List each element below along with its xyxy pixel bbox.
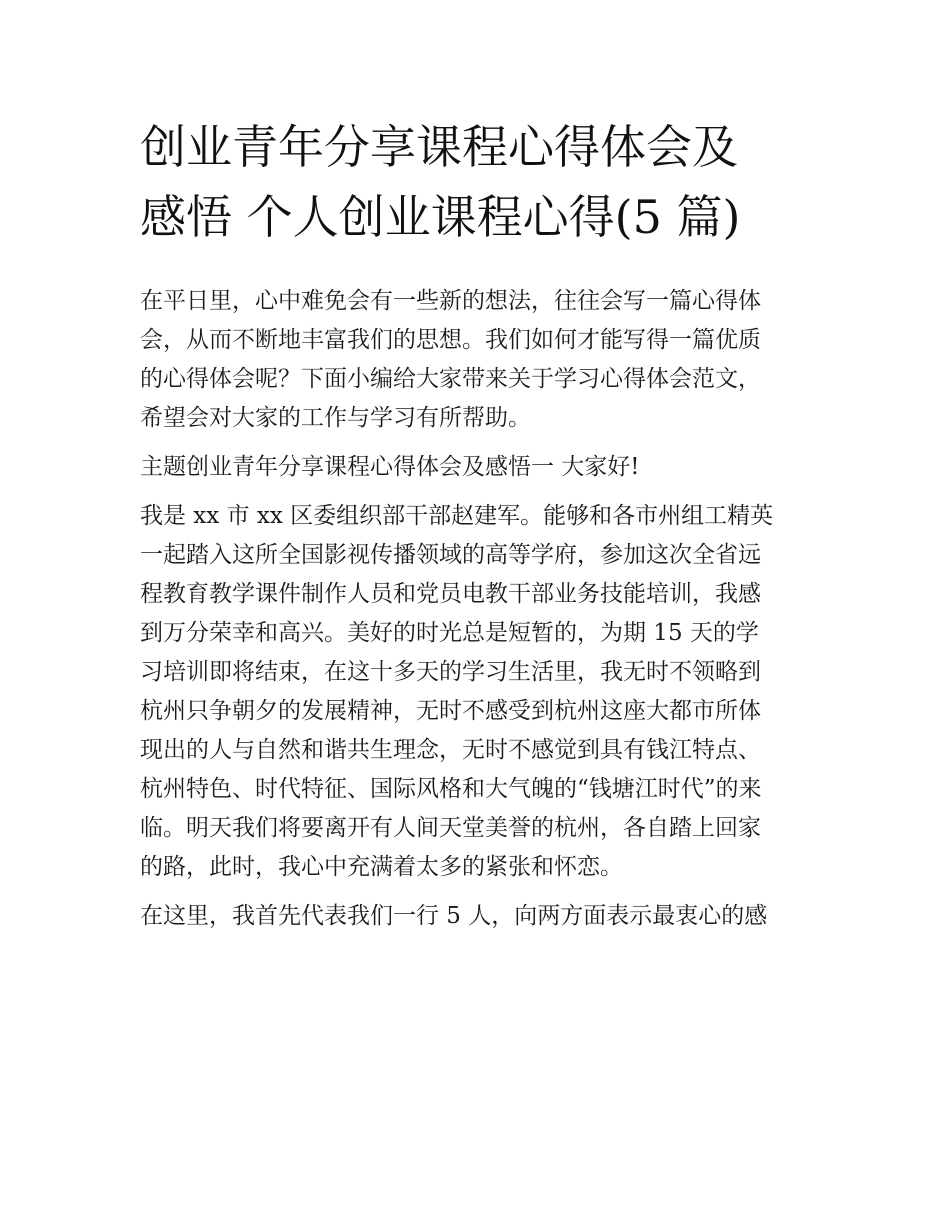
title-line-2: 感悟 个人创业课程心得(5 篇) [140, 190, 741, 244]
text-line: 在这里，我首先代表我们一行 5 人，向两方面表示最衷心的感 [140, 903, 768, 929]
document-title [140, 112, 820, 252]
text-line: 程教育教学课件制作人员和党员电教干部业务技能培训，我感 [140, 581, 761, 607]
text-line: 现出的人与自然和谐共生理念，无时不感觉到具有钱江特点、 [140, 737, 761, 763]
text-line: 的路，此时，我心中充满着太多的紧张和怀恋。 [140, 854, 623, 880]
closing-paragraph [140, 897, 820, 936]
title-line-1: 创业青年分享课程心得体会及 [140, 120, 738, 174]
text-line: 的心得体会呢？下面小编给大家带来关于学习心得体会范文， [140, 366, 761, 392]
intro-paragraph [140, 282, 820, 438]
text-line: 一起踏入这所全国影视传播领域的高等学府，参加这次全省远 [140, 542, 761, 568]
text-line: 主题创业青年分享课程心得体会及感悟一 大家好! [140, 454, 640, 480]
text-line: 习培训即将结束，在这十多天的学习生活里，我无时不领略到 [140, 659, 761, 685]
document-body [140, 282, 820, 946]
text-line: 临。明天我们将要离开有人间天堂美誉的杭州，各自踏上回家 [140, 815, 761, 841]
text-line: 到万分荣幸和高兴。美好的时光总是短暂的，为期 15 天的学 [140, 620, 759, 646]
main-paragraph [140, 497, 820, 887]
text-line: 杭州特色、时代特征、国际风格和大气魄的“钱塘江时代”的来 [140, 776, 762, 802]
text-line: 杭州只争朝夕的发展精神，无时不感受到杭州这座大都市所体 [140, 698, 761, 724]
text-line: 会，从而不断地丰富我们的思想。我们如何才能写得一篇优质 [140, 327, 761, 353]
section-heading-paragraph [140, 448, 820, 487]
text-line: 在平日里，心中难免会有一些新的想法，往往会写一篇心得体 [140, 288, 761, 314]
text-line: 我是 xx 市 xx 区委组织部干部赵建军。能够和各市州组工精英 [140, 503, 774, 529]
text-line: 希望会对大家的工作与学习有所帮助。 [140, 405, 531, 431]
